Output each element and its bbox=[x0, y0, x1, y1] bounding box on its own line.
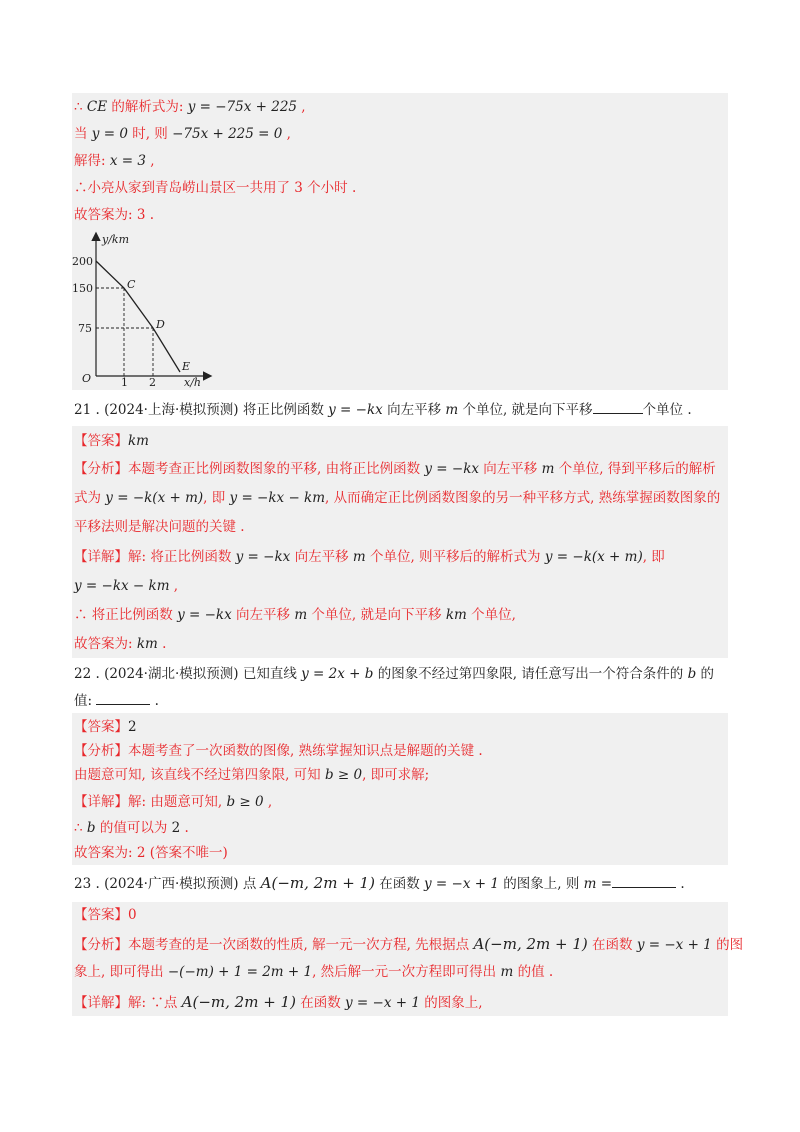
q23-question: 23 . (2024·广西·模拟预测) 点 A(−m, 2m + 1) 在函数 y = −x + 1 的图象上, 则 m = . bbox=[74, 874, 685, 892]
q21-analysis-2: 式为 y = −k(x + m), 即 y = −kx − km, 从而确定正比例函数图象的另一种平移方式, 熟练掌握函数图象的 bbox=[74, 490, 721, 506]
solution-line-4: ∴小亮从家到青岛崂山景区一共用了 3 个小时 . bbox=[74, 180, 357, 196]
q23-answer-blank[interactable] bbox=[612, 873, 676, 888]
solution-line-5: 故答案为: 3 . bbox=[74, 207, 155, 223]
x-axis-label: x/h bbox=[184, 376, 201, 388]
origin-label: O bbox=[82, 372, 92, 385]
q23-detail-1: 【详解】解: ∵点 A(−m, 2m + 1) 在函数 y = −x + 1 的图象上, bbox=[74, 993, 483, 1011]
y-tick-75: 75 bbox=[78, 322, 92, 335]
q22-detail-3: 故答案为: 2 (答案不唯一) bbox=[74, 845, 228, 861]
q21-question: 21 . (2024·上海·模拟预测) 将正比例函数 y = −kx 向左平移 m 个单位, 就是向下平移 个单位 . bbox=[74, 399, 692, 420]
q21-answer-blank[interactable] bbox=[593, 399, 643, 414]
x-tick-1: 1 bbox=[121, 376, 128, 388]
distance-time-graph bbox=[72, 228, 222, 388]
q23-analysis-2: 象上, 即可得出 −(−m) + 1 = 2m + 1, 然后解一元一次方程即可得出 m 的值 . bbox=[74, 964, 554, 980]
q22-question-1: 22 . (2024·湖北·模拟预测) 已知直线 y = 2x + b 的图象不经过第四象限, 请任意写出一个符合条件的 b 的 bbox=[74, 666, 715, 682]
q23-analysis-1: 【分析】本题考查的是一次函数的性质, 解一元一次方程, 先根据点 A(−m, 2m + 1) 在函数 y = −x + 1 的图 bbox=[74, 935, 744, 953]
q22-detail-1: 【详解】解: 由题意可知, b ≥ 0 , bbox=[74, 794, 273, 810]
q22-analysis-1: 【分析】本题考查了一次函数的图像, 熟练掌握知识点是解题的关键 . bbox=[74, 743, 483, 759]
solution-line-3: 解得: x = 3 , bbox=[74, 153, 155, 169]
q21-answer: 【答案】km bbox=[74, 433, 149, 449]
solution-line-2: 当 y = 0 时, 则 −75x + 225 = 0 , bbox=[74, 126, 291, 142]
point-d-label: D bbox=[156, 318, 165, 331]
q21-detail-4: 故答案为: km . bbox=[74, 636, 167, 652]
q22-answer: 【答案】2 bbox=[74, 719, 137, 735]
x-tick-2: 2 bbox=[149, 376, 156, 388]
q22-analysis-2: 由题意可知, 该直线不经过第四象限, 可知 b ≥ 0, 即可求解; bbox=[74, 767, 430, 783]
point-e-label: E bbox=[182, 360, 191, 373]
q21-analysis-3: 平移法则是解决问题的关键 . bbox=[74, 519, 245, 535]
q21-analysis-1: 【分析】本题考查正比例函数图象的平移, 由将正比例函数 y = −kx 向左平移 m 个单位, 得到平移后的解析 bbox=[74, 461, 716, 477]
y-axis-label: y/km bbox=[102, 233, 130, 246]
q22-question-2: 值: . bbox=[74, 690, 159, 711]
point-c-label: C bbox=[127, 278, 136, 291]
q21-detail-1: 【详解】解: 将正比例函数 y = −kx 向左平移 m 个单位, 则平移后的解析式为 y = −k(x + m), 即 bbox=[74, 549, 665, 565]
solution-line-1: ∴ CE 的解析式为: y = −75x + 225 , bbox=[74, 99, 306, 115]
q21-detail-2: y = −kx − km , bbox=[74, 578, 179, 594]
y-tick-200: 200 bbox=[72, 255, 93, 268]
q21-detail-3: ∴ 将正比例函数 y = −kx 向左平移 m 个单位, 就是向下平移 km 个单位, bbox=[74, 607, 516, 623]
q22-detail-2: ∴ b 的值可以为 2 . bbox=[74, 820, 189, 836]
distance-line bbox=[96, 261, 180, 372]
q23-answer: 【答案】0 bbox=[74, 907, 137, 923]
q22-answer-blank[interactable] bbox=[96, 690, 150, 705]
y-tick-150: 150 bbox=[72, 282, 93, 295]
